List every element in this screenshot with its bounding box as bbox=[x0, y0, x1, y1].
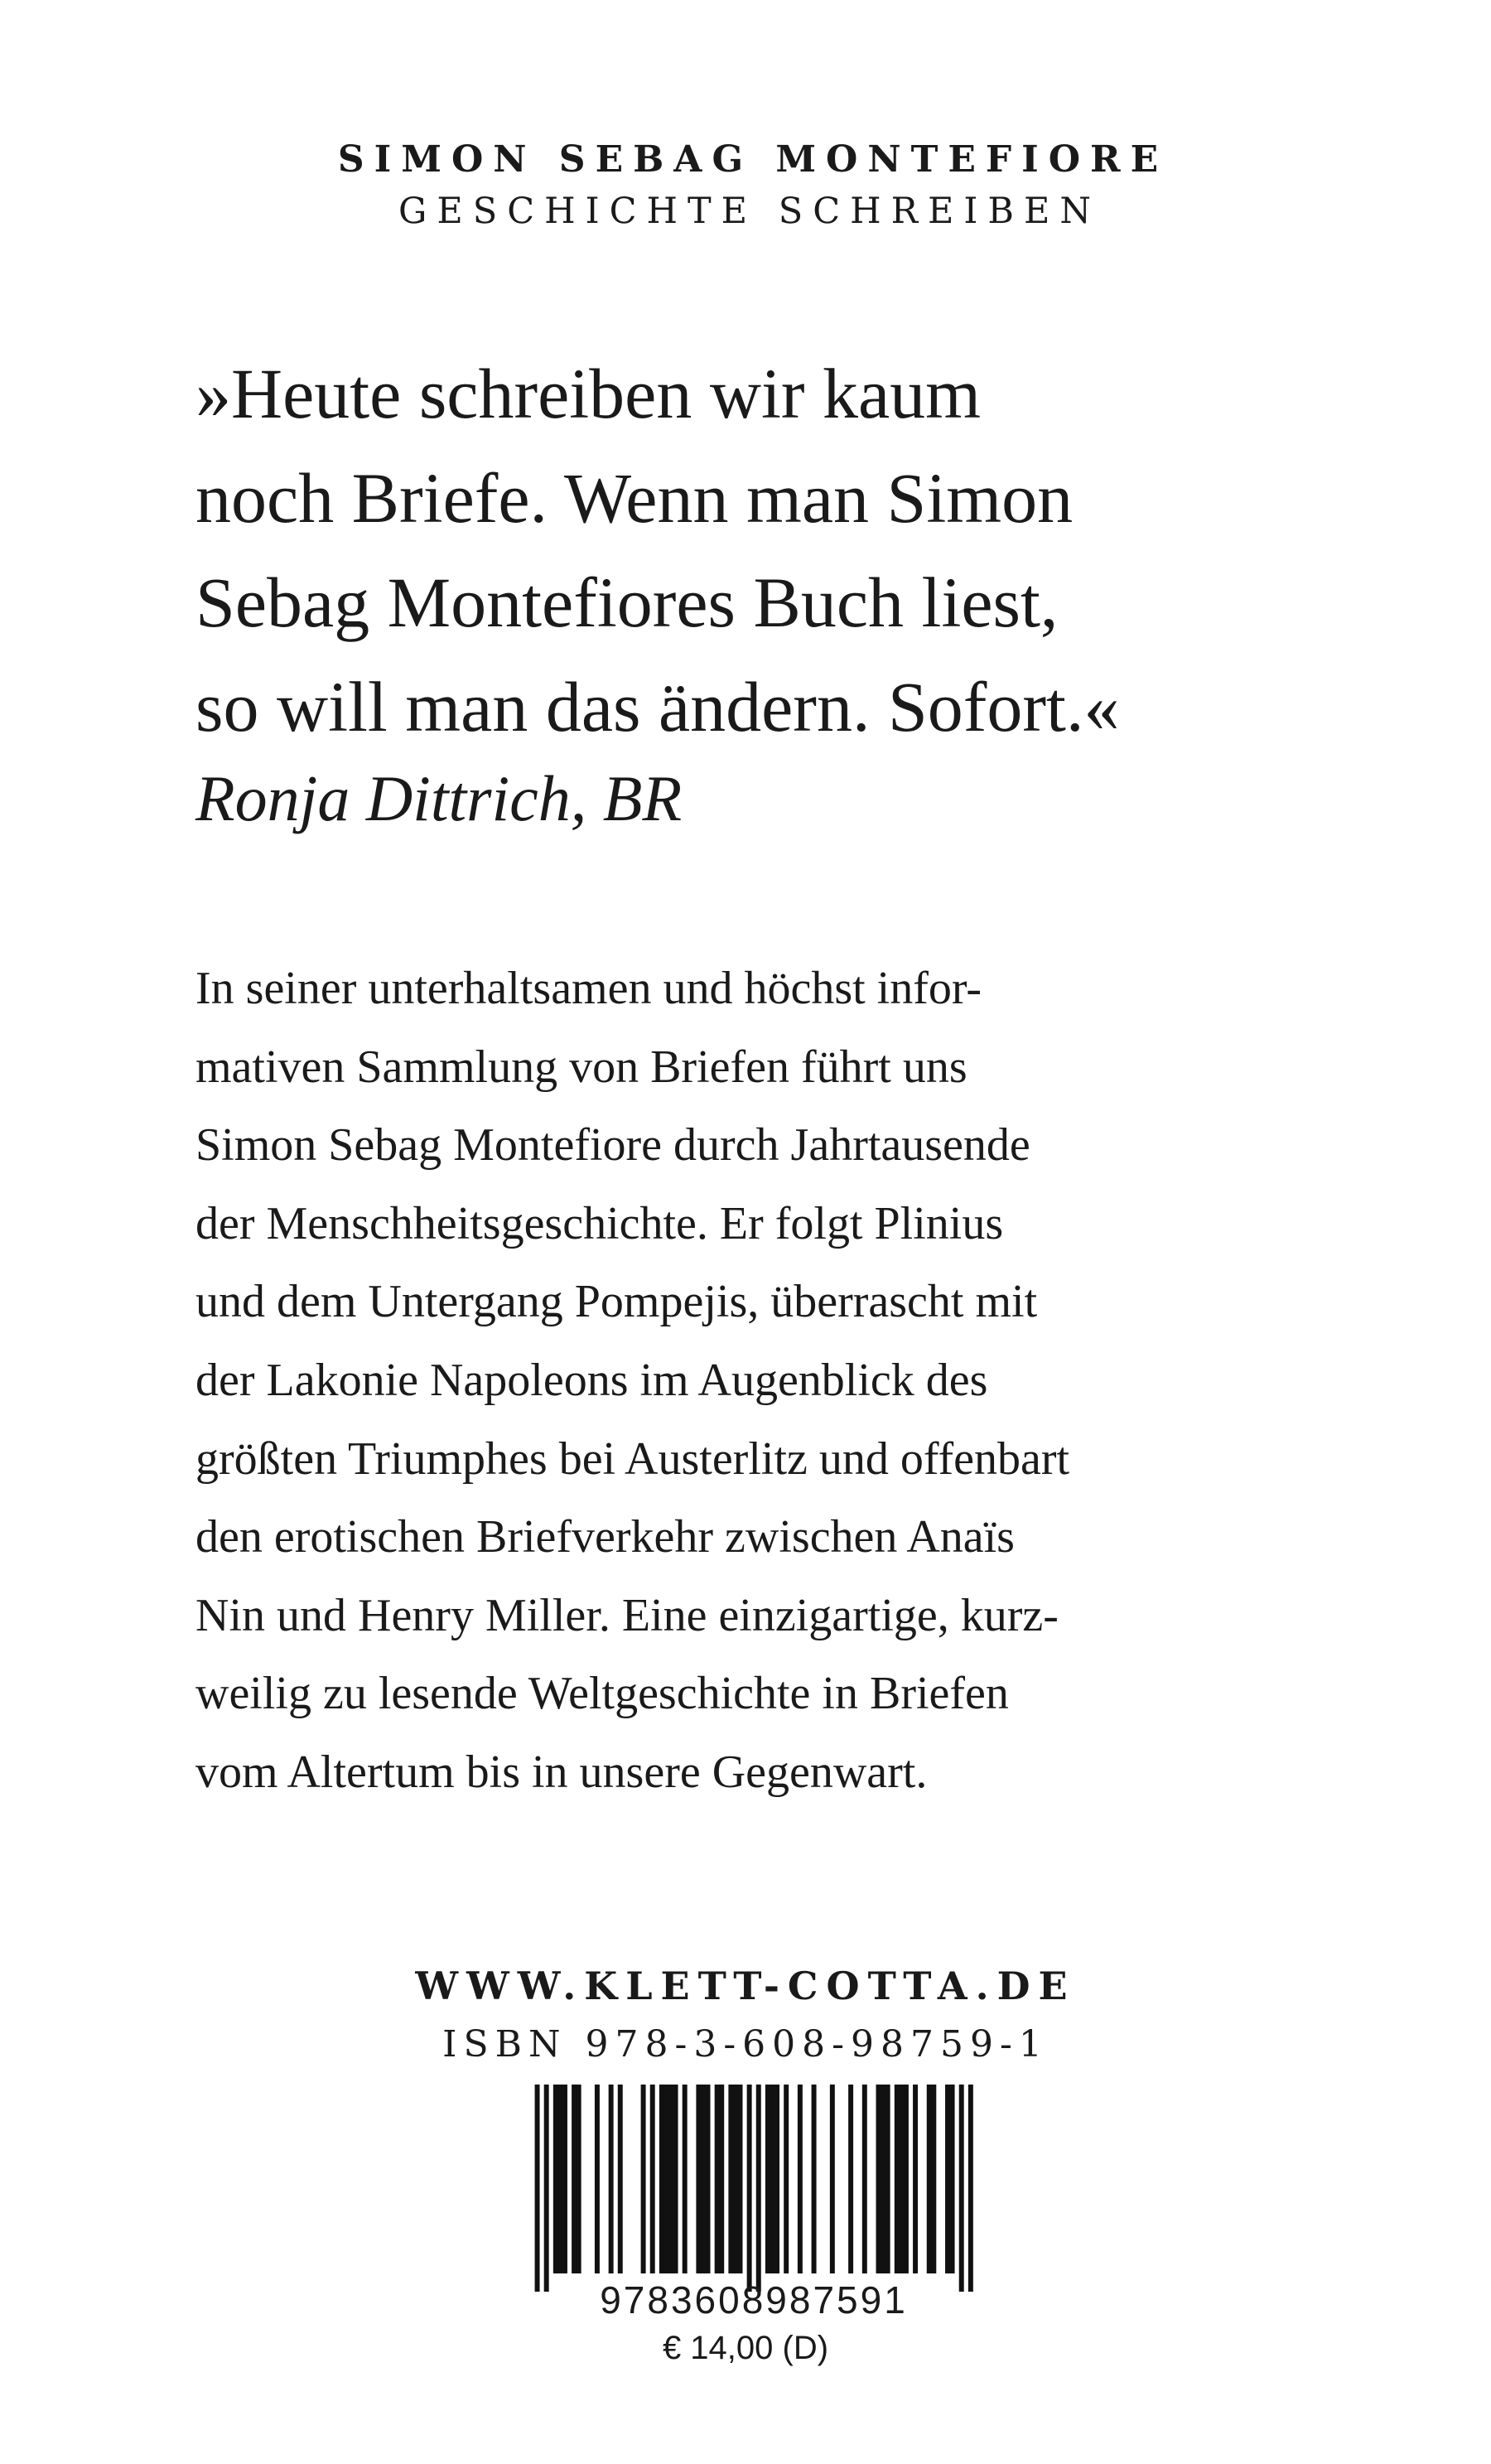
barcode-bar bbox=[701, 2085, 706, 2273]
barcode-bar bbox=[535, 2085, 540, 2292]
blurb-line: mativen Sammlung von Briefen führt uns bbox=[195, 1041, 967, 1093]
barcode-bar bbox=[641, 2085, 646, 2273]
barcode bbox=[530, 2085, 977, 2292]
barcode-bar bbox=[765, 2085, 770, 2273]
barcode-bar bbox=[812, 2085, 817, 2273]
barcode-bar bbox=[553, 2085, 558, 2273]
isbn-number: ISBN 978-3-608-98759-1 bbox=[442, 2023, 1049, 2065]
barcode-bar bbox=[650, 2085, 655, 2273]
barcode-bar bbox=[715, 2085, 720, 2273]
barcode-bar bbox=[798, 2085, 803, 2273]
blurb-line: Nin und Henry Miller. Eine einzigartige, kurz- bbox=[195, 1589, 1059, 1641]
barcode-bar bbox=[784, 2085, 789, 2273]
barcode-bar bbox=[913, 2085, 918, 2273]
barcode-bar bbox=[959, 2085, 964, 2292]
series-title: GESCHICHTE SCHREIBEN bbox=[398, 191, 1101, 232]
barcode-bar bbox=[706, 2085, 711, 2273]
barcode-graphic bbox=[530, 2085, 977, 2292]
price: € 14,00 (D) bbox=[662, 2330, 829, 2366]
barcode-bar bbox=[618, 2085, 623, 2273]
barcode-bar bbox=[663, 2085, 668, 2273]
blurb-line: der Menschheitsgeschichte. Er folgt Plinius bbox=[195, 1197, 1004, 1249]
barcode-bar bbox=[733, 2085, 738, 2273]
blurb-line: den erotischen Briefverkehr zwischen Anaïs bbox=[195, 1511, 1015, 1563]
header bbox=[0, 134, 1491, 237]
barcode-bar bbox=[774, 2085, 779, 2273]
barcode-bar bbox=[876, 2085, 881, 2273]
barcode-bar bbox=[950, 2085, 955, 2273]
barcode-bar bbox=[683, 2085, 688, 2273]
barcode-digits: 9783608987591 bbox=[600, 2278, 908, 2321]
barcode-bar bbox=[728, 2085, 733, 2273]
barcode-bar bbox=[747, 2085, 752, 2292]
book-blurb bbox=[195, 949, 1388, 1812]
barcode-bar bbox=[659, 2085, 664, 2273]
barcode-bar bbox=[673, 2085, 678, 2273]
barcode-bar bbox=[770, 2085, 774, 2273]
barcode-bar bbox=[881, 2085, 885, 2273]
barcode-bar bbox=[738, 2085, 743, 2273]
quote-line: noch Briefe. Wenn man Simon bbox=[195, 458, 1074, 538]
barcode-bar bbox=[668, 2085, 673, 2273]
barcode-bar bbox=[968, 2085, 973, 2292]
blurb-line: der Lakonie Napoleons im Augenblick des bbox=[195, 1354, 988, 1406]
author-name: SIMON SEBAG MONTEFIORE bbox=[337, 138, 1169, 181]
barcode-bar bbox=[895, 2085, 900, 2273]
blurb-line: In seiner unterhaltsamen und höchst infor- bbox=[195, 963, 982, 1014]
barcode-bar bbox=[899, 2085, 904, 2273]
barcode-bar bbox=[931, 2085, 936, 2273]
barcode-bar bbox=[609, 2085, 614, 2273]
quote-attribution: Ronja Dittrich, BR bbox=[195, 762, 683, 834]
quote-line: so will man das ändern. Sofort.« bbox=[195, 667, 1120, 746]
review-quote bbox=[195, 341, 1355, 759]
barcode-bar bbox=[572, 2085, 577, 2273]
barcode-bar bbox=[830, 2085, 835, 2273]
barcode-bar bbox=[719, 2085, 724, 2273]
blurb-line: und dem Untergang Pompejis, überrascht mit bbox=[195, 1276, 1038, 1328]
barcode-bar bbox=[595, 2085, 600, 2273]
barcode-bar bbox=[756, 2085, 761, 2292]
publisher-website: WWW.KLETT-COTTA.DE bbox=[415, 1964, 1076, 2008]
blurb-line: weilig zu lesende Weltgeschichte in Briefen bbox=[195, 1668, 1009, 1720]
barcode-bar bbox=[544, 2085, 549, 2292]
blurb-line: größten Triumphes bei Austerlitz und offenbart bbox=[195, 1433, 1070, 1485]
blurb-line: vom Altertum bis in unsere Gegenwart. bbox=[195, 1746, 928, 1798]
blurb-line: Simon Sebag Montefiore durch Jahrtausende bbox=[195, 1119, 1030, 1172]
quote-line: »Heute schreiben wir kaum bbox=[195, 354, 982, 433]
barcode-bar bbox=[577, 2085, 581, 2273]
quote-line: Sebag Montefiores Buch liest, bbox=[195, 563, 1059, 642]
barcode-bar bbox=[927, 2085, 932, 2273]
barcode-bar bbox=[945, 2085, 950, 2273]
barcode-bar bbox=[562, 2085, 567, 2273]
barcode-bar bbox=[904, 2085, 909, 2273]
barcode-bar bbox=[557, 2085, 562, 2273]
barcode-bar bbox=[848, 2085, 853, 2273]
barcode-bar bbox=[885, 2085, 890, 2273]
barcode-bar bbox=[696, 2085, 701, 2273]
barcode-bar bbox=[862, 2085, 867, 2273]
